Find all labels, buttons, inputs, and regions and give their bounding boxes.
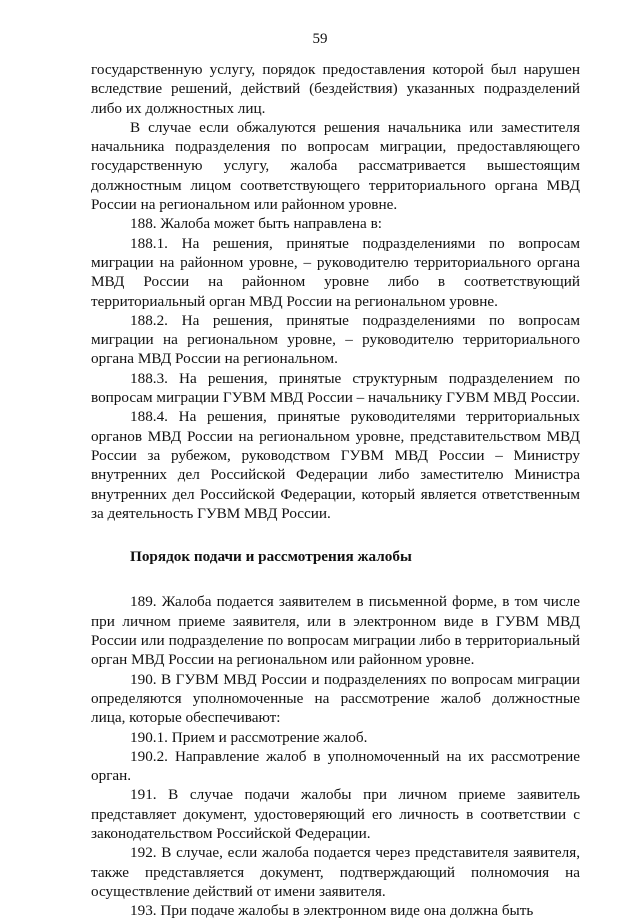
paragraph-193: 193. При подаче жалобы в электронном виде она должна быть (130, 902, 534, 920)
paragraph-188-3: 188.3. На решения, принятые структурным подразделением по вопросам миграции ГУВМ МВД России – начальнику ГУВМ МВД России. (91, 369, 580, 407)
paragraph-continuation: государственную услугу, порядок предоставления которой был нарушен вследствие решений, действий (бездействия) указанных подразделений либо их должностных лиц. (91, 61, 580, 117)
paragraph-190-1: 190.1. Прием и рассмотрение жалоб. (130, 728, 368, 746)
paragraph-188-1: 188.1. На решения, принятые подразделениями по вопросам миграции на районном уровне, – руководителю территориального органа МВД России на районном уровне либо в соответствующий территориальный орган МВД России на региональном уровне. (91, 234, 580, 310)
paragraph-190: 190. В ГУВМ МВД России и подразделениях по вопросам миграции определяются уполномоченные на рассмотрение жалоб должностные лица, которые обеспечивают: (91, 670, 580, 727)
paragraph-188-2: 188.2. На решения, принятые подразделениями по вопросам миграции на региональном уровне, – руководителю территориального органа МВД России на региональном. (91, 311, 580, 368)
paragraph-190-2: 190.2. Направление жалоб в уполномоченный на их рассмотрение орган. (91, 747, 580, 785)
paragraph-188-4: 188.4. На решения, принятые руководителями территориальных органов МВД России на региональном уровне, представительством МВД России за рубежом, руководством ГУВМ МВД России – Министру внутренних дел Российской Федерации либо заместителю Министра внутренних дел Российской Федерации, который является ответственным за деятельность ГУВМ МВД России. (91, 408, 580, 522)
paragraph-188: 188. Жалоба может быть направлена в: (130, 215, 382, 233)
section-heading: Порядок подачи и рассмотрения жалобы (130, 548, 412, 566)
document-body (91, 60, 580, 920)
paragraph-189: 189. Жалоба подается заявителем в письменной форме, в том числе при личном приеме заявителя, или в электронном виде в ГУВМ МВД России или подразделение по вопросам миграции либо в территориальный орган МВД России на региональном или районном уровне. (91, 593, 580, 669)
paragraph-191: 191. В случае подачи жалобы при личном приеме заявитель представляет документ, удостоверяющий его личность в соответствии с законодательством Российской Федерации. (91, 786, 580, 842)
paragraph-deputy-appeal: В случае если обжалуются решения начальника или заместителя начальника подразделения по вопросам миграции, предоставляющего государственную услугу, жалоба рассматривается вышестоящим должностным лицом соответствующего территориального органа МВД России на региональном или районном уровне. (91, 118, 580, 214)
paragraph-192: 192. В случае, если жалоба подается через представителя заявителя, также представляется документ, подтверждающий полномочия на осуществление действий от имени заявителя. (91, 844, 580, 900)
page-number: 59 (312, 31, 328, 47)
